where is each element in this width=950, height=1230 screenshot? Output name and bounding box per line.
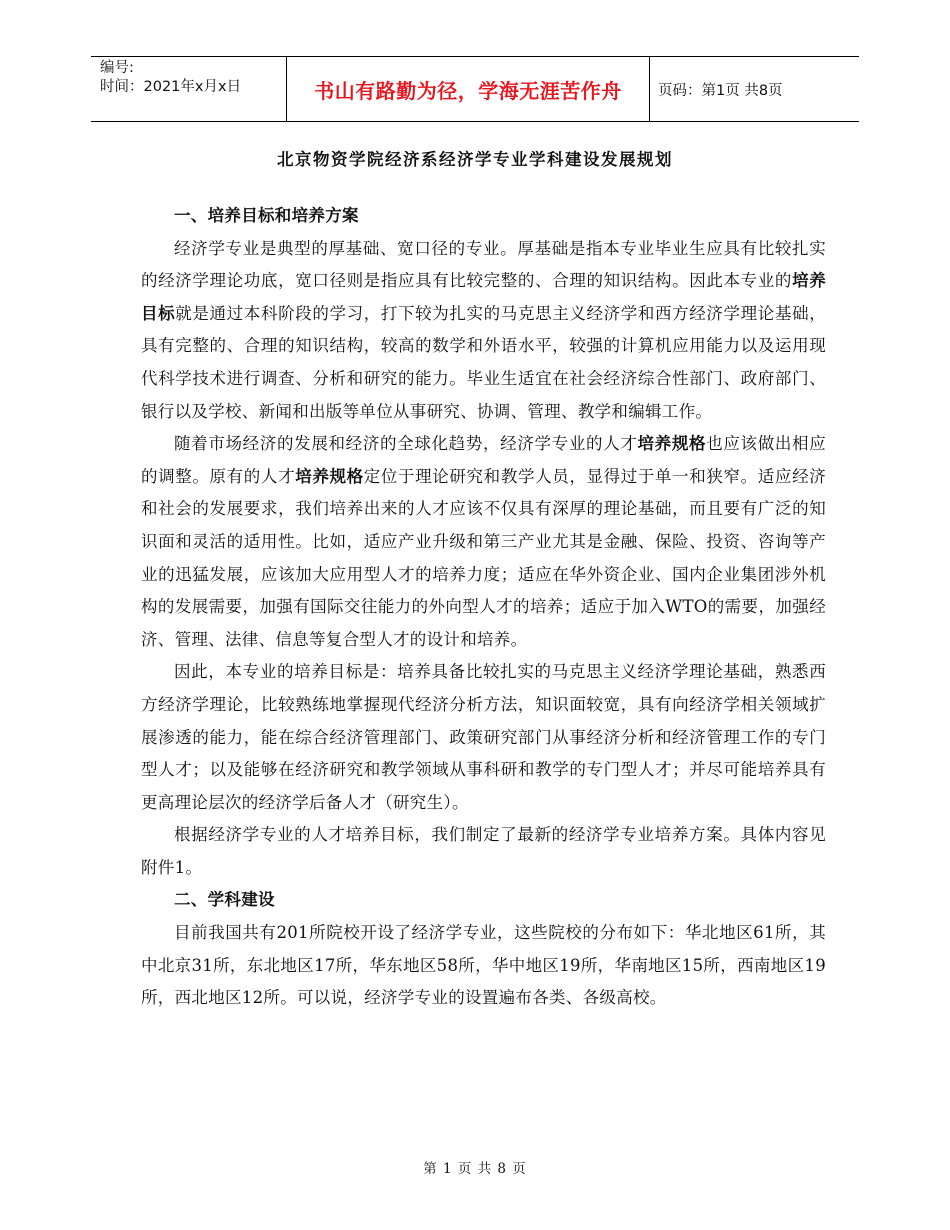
page-header	[91, 56, 859, 122]
paragraph-1	[141, 233, 826, 429]
header-meta	[91, 57, 286, 121]
paragraph-5: 目前我国共有201所院校开设了经济学专业，这些院校的分布如下：华北地区61所，其中北京31所，东北地区17所，华东地区58所，华中地区19所，华南地区15所，西南地区19所，西北地区12所。可以说，经济学专业的设置遍布各类、各级高校。	[141, 923, 826, 1008]
paragraph-2-text-c: 定位于理论研究和教学人员，显得过于单一和狭窄。适应经济和社会的发展要求，我们培养出来的人才应该不仅具有深厚的理论基础，而且要有广泛的知识面和灵活的适用性。比如，适应产业升级和第三产业尤其是金融、保险、投资、咨询等产业的迅猛发展，应该加大应用型人才的培养力度；适应在华外资企业、国内企业集团涉外机构的发展需要，加强有国际交往能力的外向型人才的培养；适应于加入WTO的需要，加强经济、管理、法律、信息等复合型人才的设计和培养。	[141, 466, 827, 649]
section-heading-discipline-building: 二、学科建设	[174, 890, 275, 910]
paragraph-1-bold-term: 培养目标	[141, 271, 826, 323]
paragraph-1-text-b: 就是通过本科阶段的学习，打下较为扎实的马克思主义经济学和西方经济学理论基础，具有完整的、合理的知识结构，较高的数学和外语水平，较强的计算机应用能力以及运用现代科学技术进行调查、分析和研究的能力。毕业生适宜在社会经济综合性部门、政府部门、银行以及学校、新闻和出版等单位从事研究、协调、管理、教学和编辑工作。	[141, 303, 826, 421]
paragraph-1-text-a: 经济学专业是典型的厚基础、宽口径的专业。厚基础是指本专业毕业生应具有比较扎实的经济学理论功底，宽口径则是指应具有比较完整的、合理的知识结构。因此本专业的	[141, 238, 826, 291]
header-page-info: 页码：第1页 共8页	[658, 82, 783, 99]
header-motto: 书山有路勤为径，学海无涯苦作舟	[286, 57, 650, 121]
document-number-label: 编号:	[100, 60, 134, 76]
document-title: 北京物资学院经济系经济学专业学科建设发展规划	[277, 150, 673, 169]
paragraph-4: 根据经济学专业的人才培养目标，我们制定了最新的经济学专业培养方案。具体内容见附件1。	[141, 825, 826, 877]
paragraph-2-text-a: 随着市场经济的发展和经济的全球化趋势，经济学专业的人才	[174, 434, 638, 454]
page-footer: 第 1 页 共 8 页	[423, 1161, 527, 1177]
document-time-label: 时间：2021年x月x日	[100, 79, 242, 95]
paragraph-2-text-b: 也应该做出相应的调整。原有的人才	[141, 434, 826, 486]
paragraph-3: 因此，本专业的培养目标是：培养具备比较扎实的马克思主义经济学理论基础，熟悉西方经济学理论，比较熟练地掌握现代经济分析方法，知识面较宽，具有向经济学相关领域扩展渗透的能力，能在综合经济管理部门、政策研究部门从事经济分析和经济管理工作的专门型人才；以及能够在经济研究和教学领域从事科研和教学的专门型人才；并尽可能培养具有更高理论层次的经济学后备人才（研究生）。	[141, 662, 826, 812]
paragraph-2-bold-term-1: 培养规格	[637, 434, 707, 454]
section-heading-training-goals: 一、培养目标和培养方案	[174, 206, 359, 225]
paragraph-2-bold-term-2: 培养规格	[295, 466, 364, 486]
paragraph-2	[141, 428, 826, 656]
document-body	[141, 200, 826, 1015]
